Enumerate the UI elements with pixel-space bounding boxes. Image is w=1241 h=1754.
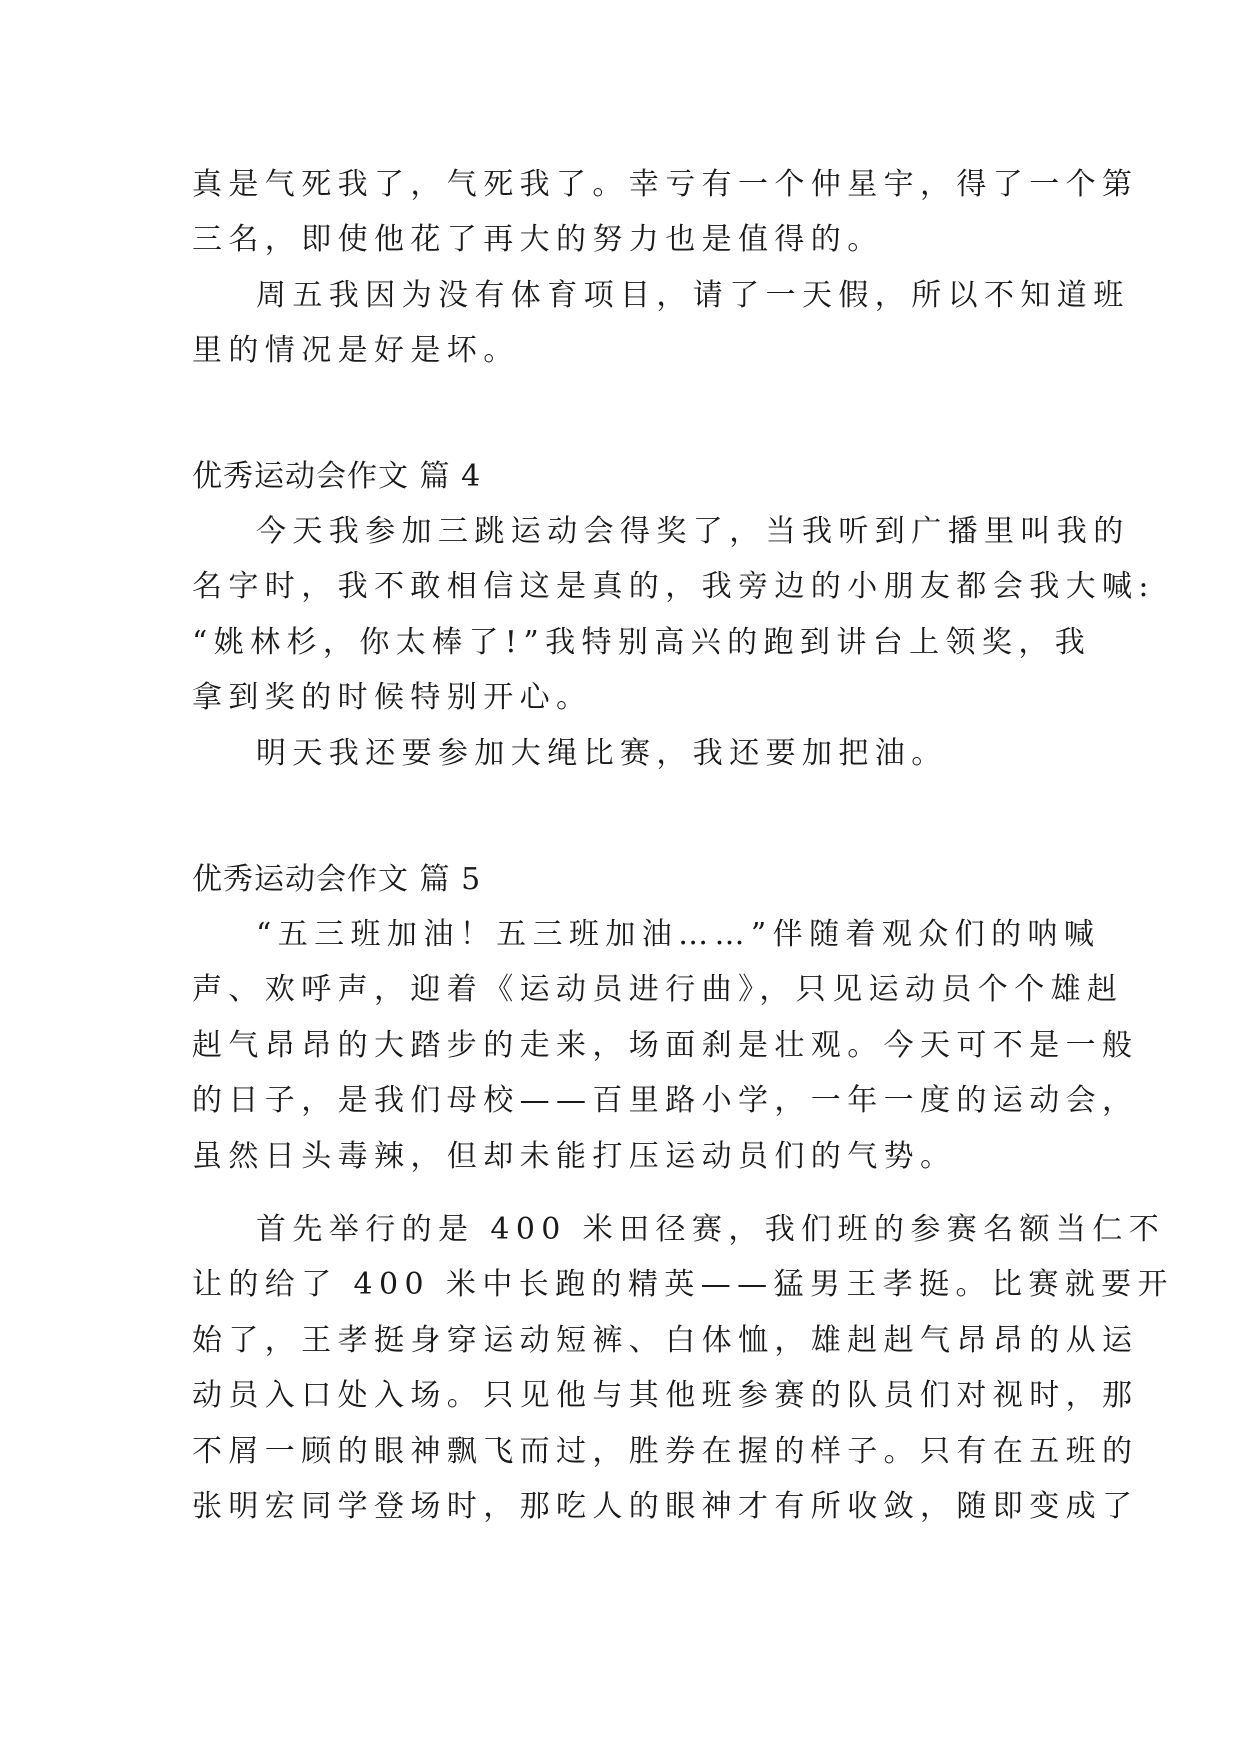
text-line: 不屑一顾的眼神飘飞而过，胜券在握的样子。只有在五班的 [192, 1434, 1139, 1469]
text-line: 声、欢呼声，迎着《运动员进行曲》，只见运动员个个雄赳 [192, 972, 1124, 1007]
text-line: 三名，即使他花了再大的努力也是值得的。 [192, 222, 884, 257]
text-line: 动员入口处入场。只见他与其他班参赛的队员们对视时，那 [192, 1378, 1139, 1413]
text-line: 赳气昂昂的大踏步的走来，场面刹是壮观。今天可不是一般 [192, 1028, 1139, 1063]
text-line: 张明宏同学登场时，那吃人的眼神才有所收敛，随即变成了 [192, 1489, 1139, 1524]
text-line: 虽然日头毒辣，但却未能打压运动员们的气势。 [192, 1139, 957, 1174]
text-line: 里的情况是好是坏。 [192, 333, 520, 368]
text-line: “五三班加油！五三班加油……”伴随着观众们的呐喊 [256, 917, 1101, 952]
text-line: 今天我参加三跳运动会得奖了，当我听到广播里叫我的 [256, 514, 1130, 549]
text-line: “姚林杉，你太棒了!”我特别高兴的跑到讲台上领奖，我 [192, 625, 1092, 660]
text-line: 首先举行的是 400 米田径赛，我们班的参赛名额当仁不 [256, 1212, 1166, 1247]
text-line: 明天我还要参加大绳比赛，我还要加把油。 [256, 736, 948, 771]
section-heading: 优秀运动会作文 篇 5 [192, 862, 482, 897]
section-heading: 优秀运动会作文 篇 4 [192, 459, 482, 494]
text-line: 让的给了 400 米中长跑的精英——猛男王孝挺。比赛就要开 [192, 1267, 1174, 1302]
text-line: 名字时，我不敢相信这是真的，我旁边的小朋友都会我大喊: [192, 569, 1155, 604]
text-line: 真是气死我了，气死我了。幸亏有一个仲星宇，得了一个第 [192, 167, 1139, 202]
text-line: 周五我因为没有体育项目，请了一天假，所以不知道班 [256, 278, 1130, 313]
text-line: 拿到奖的时候特别开心。 [192, 680, 593, 715]
text-line: 的日子，是我们母校——百里路小学，一年一度的运动会， [192, 1083, 1139, 1118]
text-line: 始了，王孝挺身穿运动短裤、白体恤，雄赳赳气昂昂的从运 [192, 1323, 1139, 1358]
